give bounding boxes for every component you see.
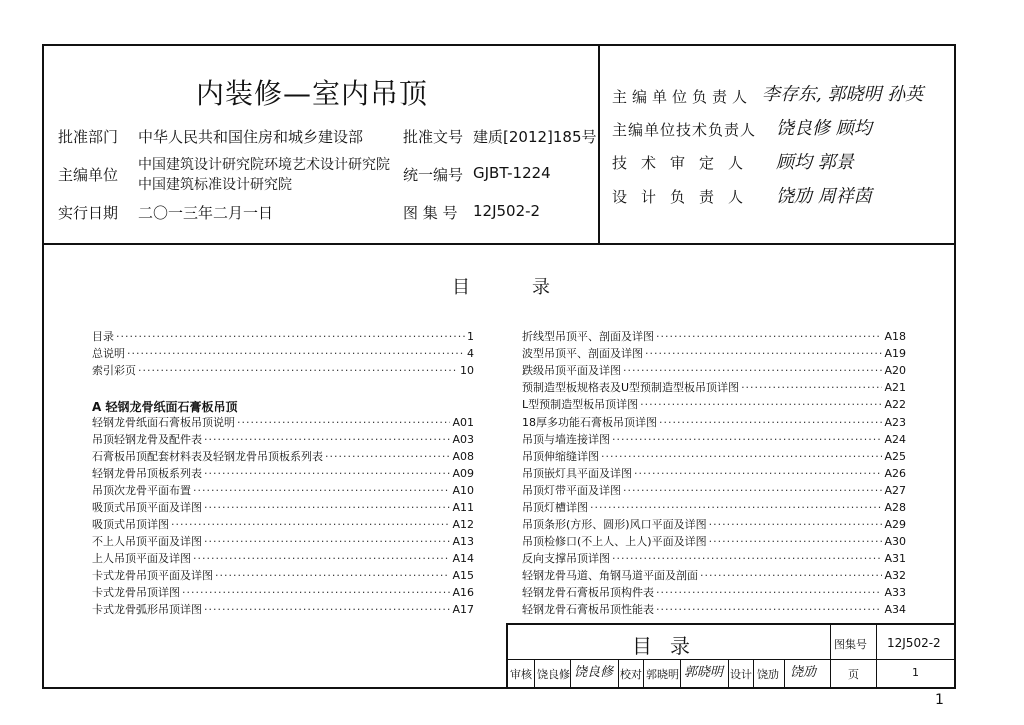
impl-date: 二〇一三年二月一日 xyxy=(138,204,274,222)
toc-entry xyxy=(522,347,906,361)
toc-entry-label: 折线型吊顶平、剖面及详图 xyxy=(522,330,654,343)
tb-atlas-no: 12J502-2 xyxy=(887,636,941,650)
toc-dot-leader xyxy=(204,501,450,515)
toc-entry-page: A03 xyxy=(452,433,474,446)
toc-dot-leader xyxy=(325,450,450,464)
toc-entry xyxy=(522,484,906,498)
toc-entry-page: A10 xyxy=(452,484,474,497)
approval-no: 建质[2012]185号 xyxy=(473,128,597,146)
approval-dept: 中华人民共和国住房和城乡建设部 xyxy=(138,128,364,146)
toc-entry xyxy=(92,518,474,532)
toc-entry-label: 总说明 xyxy=(92,347,125,360)
toc-entry-page: A30 xyxy=(884,535,906,548)
toc-dot-leader xyxy=(237,416,450,430)
tb-atlas-label: 图集号 xyxy=(834,638,867,651)
tb-mid-line xyxy=(506,659,956,660)
toc-entry xyxy=(92,467,474,481)
toc-entry xyxy=(522,586,906,600)
tb-title: 目录 xyxy=(632,634,708,658)
toc-dot-leader xyxy=(645,347,882,361)
toc-entry-page: A21 xyxy=(884,381,906,394)
toc-entry xyxy=(92,347,474,361)
unified-no: GJBT-1224 xyxy=(473,164,551,182)
toc-entry xyxy=(92,569,474,583)
section-a-heading: A 轻钢龙骨纸面石膏板吊顶 xyxy=(92,400,238,414)
toc-entry-page: A23 xyxy=(884,416,906,429)
toc-dot-leader xyxy=(634,467,882,481)
toc-entry xyxy=(92,450,474,464)
toc-entry-page: A16 xyxy=(452,586,474,599)
chief-unit-label: 主编单位 xyxy=(58,166,119,184)
toc-entry-page: A17 xyxy=(452,603,474,616)
toc-entry-label: 吊顶条形(方形、圆形)风口平面及详图 xyxy=(522,518,707,531)
toc-entry xyxy=(522,535,906,549)
toc-entry-label: 吊顶灯带平面及详图 xyxy=(522,484,621,497)
sig-2: 饶良修 顾均 xyxy=(776,118,872,139)
toc-entry-page: A20 xyxy=(884,364,906,377)
toc-entry-page: A15 xyxy=(452,569,474,582)
toc-entry-page: A29 xyxy=(884,518,906,531)
toc-dot-leader xyxy=(709,518,883,532)
toc-entry-page: A33 xyxy=(884,586,906,599)
toc-entry-page: A18 xyxy=(884,330,906,343)
toc-entry xyxy=(92,501,474,515)
tb-reviewer: 饶良修 xyxy=(537,668,570,681)
toc-entry xyxy=(522,569,906,583)
approval-dept-label: 批准部门 xyxy=(58,128,119,146)
toc-entry-page: A09 xyxy=(452,467,474,480)
toc-entry xyxy=(92,330,474,344)
page-number: 1 xyxy=(935,692,944,708)
document-title: 内装修—室内吊顶 xyxy=(196,77,429,110)
sig-3: 顾均 郭景 xyxy=(776,152,854,173)
toc-entry-label: 反向支撑吊顶详图 xyxy=(522,552,610,565)
toc-dot-leader xyxy=(623,484,882,498)
toc-entry-label: 波型吊顶平、剖面及详图 xyxy=(522,347,643,360)
toc-entry-label: 轻钢龙骨纸面石膏板吊顶说明 xyxy=(92,416,235,429)
toc-dot-leader xyxy=(204,603,450,617)
toc-dot-leader xyxy=(741,381,882,395)
toc-entry xyxy=(522,433,906,447)
toc-dot-leader xyxy=(193,552,450,566)
tb-designer: 饶劢 xyxy=(757,668,779,681)
toc-entry xyxy=(92,535,474,549)
toc-entry-label: 18厚多功能石膏板吊顶详图 xyxy=(522,416,657,429)
toc-entry-label: 卡式龙骨弧形吊顶详图 xyxy=(92,603,202,616)
toc-dot-leader xyxy=(193,484,450,498)
toc-entry-page: 1 xyxy=(467,330,474,343)
toc-entry-page: A12 xyxy=(452,518,474,531)
toc-dot-leader xyxy=(138,364,458,378)
toc-entry-label: 吊顶与墙连接详图 xyxy=(522,433,610,446)
toc-dot-leader xyxy=(127,347,465,361)
tb-top-line xyxy=(506,623,956,625)
toc-entry xyxy=(522,364,906,378)
toc-entry-label: 吸顶式吊顶详图 xyxy=(92,518,169,531)
sig-role-1: 主编单位负责人 xyxy=(612,88,753,106)
tb-checker-signature: 郭晓明 xyxy=(684,665,724,680)
tb-divider-2 xyxy=(876,623,877,689)
toc-entry-label: 索引彩页 xyxy=(92,364,136,377)
tb-designer-signature: 饶劢 xyxy=(790,665,817,680)
toc-entry xyxy=(92,433,474,447)
toc-dot-leader xyxy=(656,330,882,344)
tb-divider-1 xyxy=(830,623,831,689)
toc-entry xyxy=(92,552,474,566)
toc-entry-page: A27 xyxy=(884,484,906,497)
toc-dot-leader xyxy=(171,518,450,532)
sig-role-2: 主编单位技术负责人 xyxy=(612,121,757,139)
toc-entry xyxy=(522,381,906,395)
toc-dot-leader xyxy=(656,603,882,617)
toc-entry-page: A25 xyxy=(884,450,906,463)
toc-dot-leader xyxy=(709,535,883,549)
header-divider xyxy=(598,44,600,244)
toc-entry-label: 不上人吊顶平面及详图 xyxy=(92,535,202,548)
toc-dot-leader xyxy=(612,552,882,566)
toc-entry xyxy=(92,586,474,600)
toc-entry xyxy=(522,518,906,532)
toc-entry xyxy=(92,364,474,378)
tb-check-label: 校对 xyxy=(620,668,642,681)
toc-entry xyxy=(92,603,474,617)
tb-cell-line xyxy=(618,660,619,689)
tb-cell-line xyxy=(534,660,535,689)
tb-cell-line xyxy=(728,660,729,689)
tb-reviewer-signature: 饶良修 xyxy=(574,665,614,680)
toc-dot-leader xyxy=(601,450,882,464)
toc-entry xyxy=(92,416,474,430)
toc-entry-page: A13 xyxy=(452,535,474,548)
tb-checker: 郭晓明 xyxy=(646,668,679,681)
toc-entry-page: A28 xyxy=(884,501,906,514)
toc-entry-page: A01 xyxy=(452,416,474,429)
toc-dot-leader xyxy=(215,569,450,583)
toc-entry-page: 4 xyxy=(467,347,474,360)
toc-entry xyxy=(522,450,906,464)
toc-entry-label: 石膏板吊顶配套材料表及轻钢龙骨吊顶板系列表 xyxy=(92,450,323,463)
atlas-no-label: 图 集 号 xyxy=(403,204,458,222)
toc-entry-label: 吊顶伸缩缝详图 xyxy=(522,450,599,463)
toc-entry xyxy=(522,398,906,412)
toc-entry-page: A19 xyxy=(884,347,906,360)
toc-entry-page: A31 xyxy=(884,552,906,565)
tb-design-label: 设计 xyxy=(730,668,752,681)
tb-cell-line xyxy=(643,660,644,689)
toc-entry-page: A22 xyxy=(884,398,906,411)
toc-entry-label: 轻钢龙骨石膏板吊顶性能表 xyxy=(522,603,654,616)
toc-dot-leader xyxy=(700,569,882,583)
toc-entry-label: 卡式龙骨吊顶平面及详图 xyxy=(92,569,213,582)
toc-entry-page: 10 xyxy=(460,364,474,377)
toc-entry-label: 目录 xyxy=(92,330,114,343)
chief-unit-line1: 中国建筑设计研究院环境艺术设计研究院 xyxy=(138,157,390,173)
sig-role-3: 技术审定人 xyxy=(612,154,758,172)
tb-review-label: 审核 xyxy=(510,668,532,681)
sig-4: 饶劢 周祥茵 xyxy=(776,186,872,207)
toc-entry-label: 卡式龙骨吊顶详图 xyxy=(92,586,180,599)
toc-entry-page: A11 xyxy=(452,501,474,514)
header-bottom-line xyxy=(42,243,956,245)
toc-entry xyxy=(522,552,906,566)
unified-no-label: 统一编号 xyxy=(403,166,464,184)
toc-entry-label: 吊顶检修口(不上人、上人)平面及详图 xyxy=(522,535,707,548)
toc-dot-leader xyxy=(204,467,450,481)
toc-entry-label: 轻钢龙骨吊顶板系列表 xyxy=(92,467,202,480)
chief-unit-line2: 中国建筑标准设计研究院 xyxy=(138,177,292,193)
toc-dot-leader xyxy=(204,433,450,447)
toc-entry-label: 上人吊顶平面及详图 xyxy=(92,552,191,565)
toc-dot-leader xyxy=(590,501,882,515)
toc-entry xyxy=(522,467,906,481)
toc-entry-page: A26 xyxy=(884,467,906,480)
toc-entry-label: 吸顶式吊顶平面及详图 xyxy=(92,501,202,514)
tb-cell-line xyxy=(680,660,681,689)
atlas-no: 12J502-2 xyxy=(473,202,541,220)
toc-entry-label: 轻钢龙骨马道、角钢马道平面及剖面 xyxy=(522,569,698,582)
toc-entry-label: 预制造型板规格表及U型预制造型板吊顶详图 xyxy=(522,381,740,394)
toc-entry xyxy=(522,603,906,617)
toc-entry-label: 吊顶嵌灯具平面及详图 xyxy=(522,467,632,480)
toc-dot-leader xyxy=(182,586,450,600)
toc-dot-leader xyxy=(612,433,882,447)
sig-role-4: 设计负责人 xyxy=(612,188,758,206)
sig-1: 李存东, 郭晓明 孙英 xyxy=(762,84,924,105)
toc-title: 目 录 xyxy=(452,277,552,298)
tb-page-label: 页 xyxy=(848,668,859,681)
toc-entry-label: 吊顶次龙骨平面布置 xyxy=(92,484,191,497)
toc-entry-label: 吊顶轻钢龙骨及配件表 xyxy=(92,433,202,446)
toc-entry-page: A34 xyxy=(884,603,906,616)
toc-entry-label: 轻钢龙骨石膏板吊顶构件表 xyxy=(522,586,654,599)
toc-entry xyxy=(92,484,474,498)
toc-entry-page: A32 xyxy=(884,569,906,582)
toc-dot-leader xyxy=(116,330,465,344)
toc-entry-label: L型预制造型板吊顶详图 xyxy=(522,398,639,411)
toc-dot-leader xyxy=(656,586,882,600)
tb-cell-line xyxy=(753,660,754,689)
tb-page-no: 1 xyxy=(912,666,919,679)
tb-cell-line xyxy=(784,660,785,689)
toc-entry-label: 吊顶灯槽详图 xyxy=(522,501,588,514)
toc-dot-leader xyxy=(623,364,882,378)
toc-dot-leader xyxy=(204,535,450,549)
tb-left-line xyxy=(506,623,508,689)
toc-entry xyxy=(522,501,906,515)
toc-entry-page: A24 xyxy=(884,433,906,446)
approval-no-label: 批准文号 xyxy=(403,128,464,146)
toc-entry-label: 跌级吊顶平面及详图 xyxy=(522,364,621,377)
impl-date-label: 实行日期 xyxy=(58,204,119,222)
toc-entry xyxy=(522,330,906,344)
tb-cell-line xyxy=(570,660,571,689)
toc-entry xyxy=(522,416,906,430)
toc-entry-page: A14 xyxy=(452,552,474,565)
toc-entry-page: A08 xyxy=(452,450,474,463)
toc-dot-leader xyxy=(659,416,882,430)
toc-dot-leader xyxy=(640,398,882,412)
